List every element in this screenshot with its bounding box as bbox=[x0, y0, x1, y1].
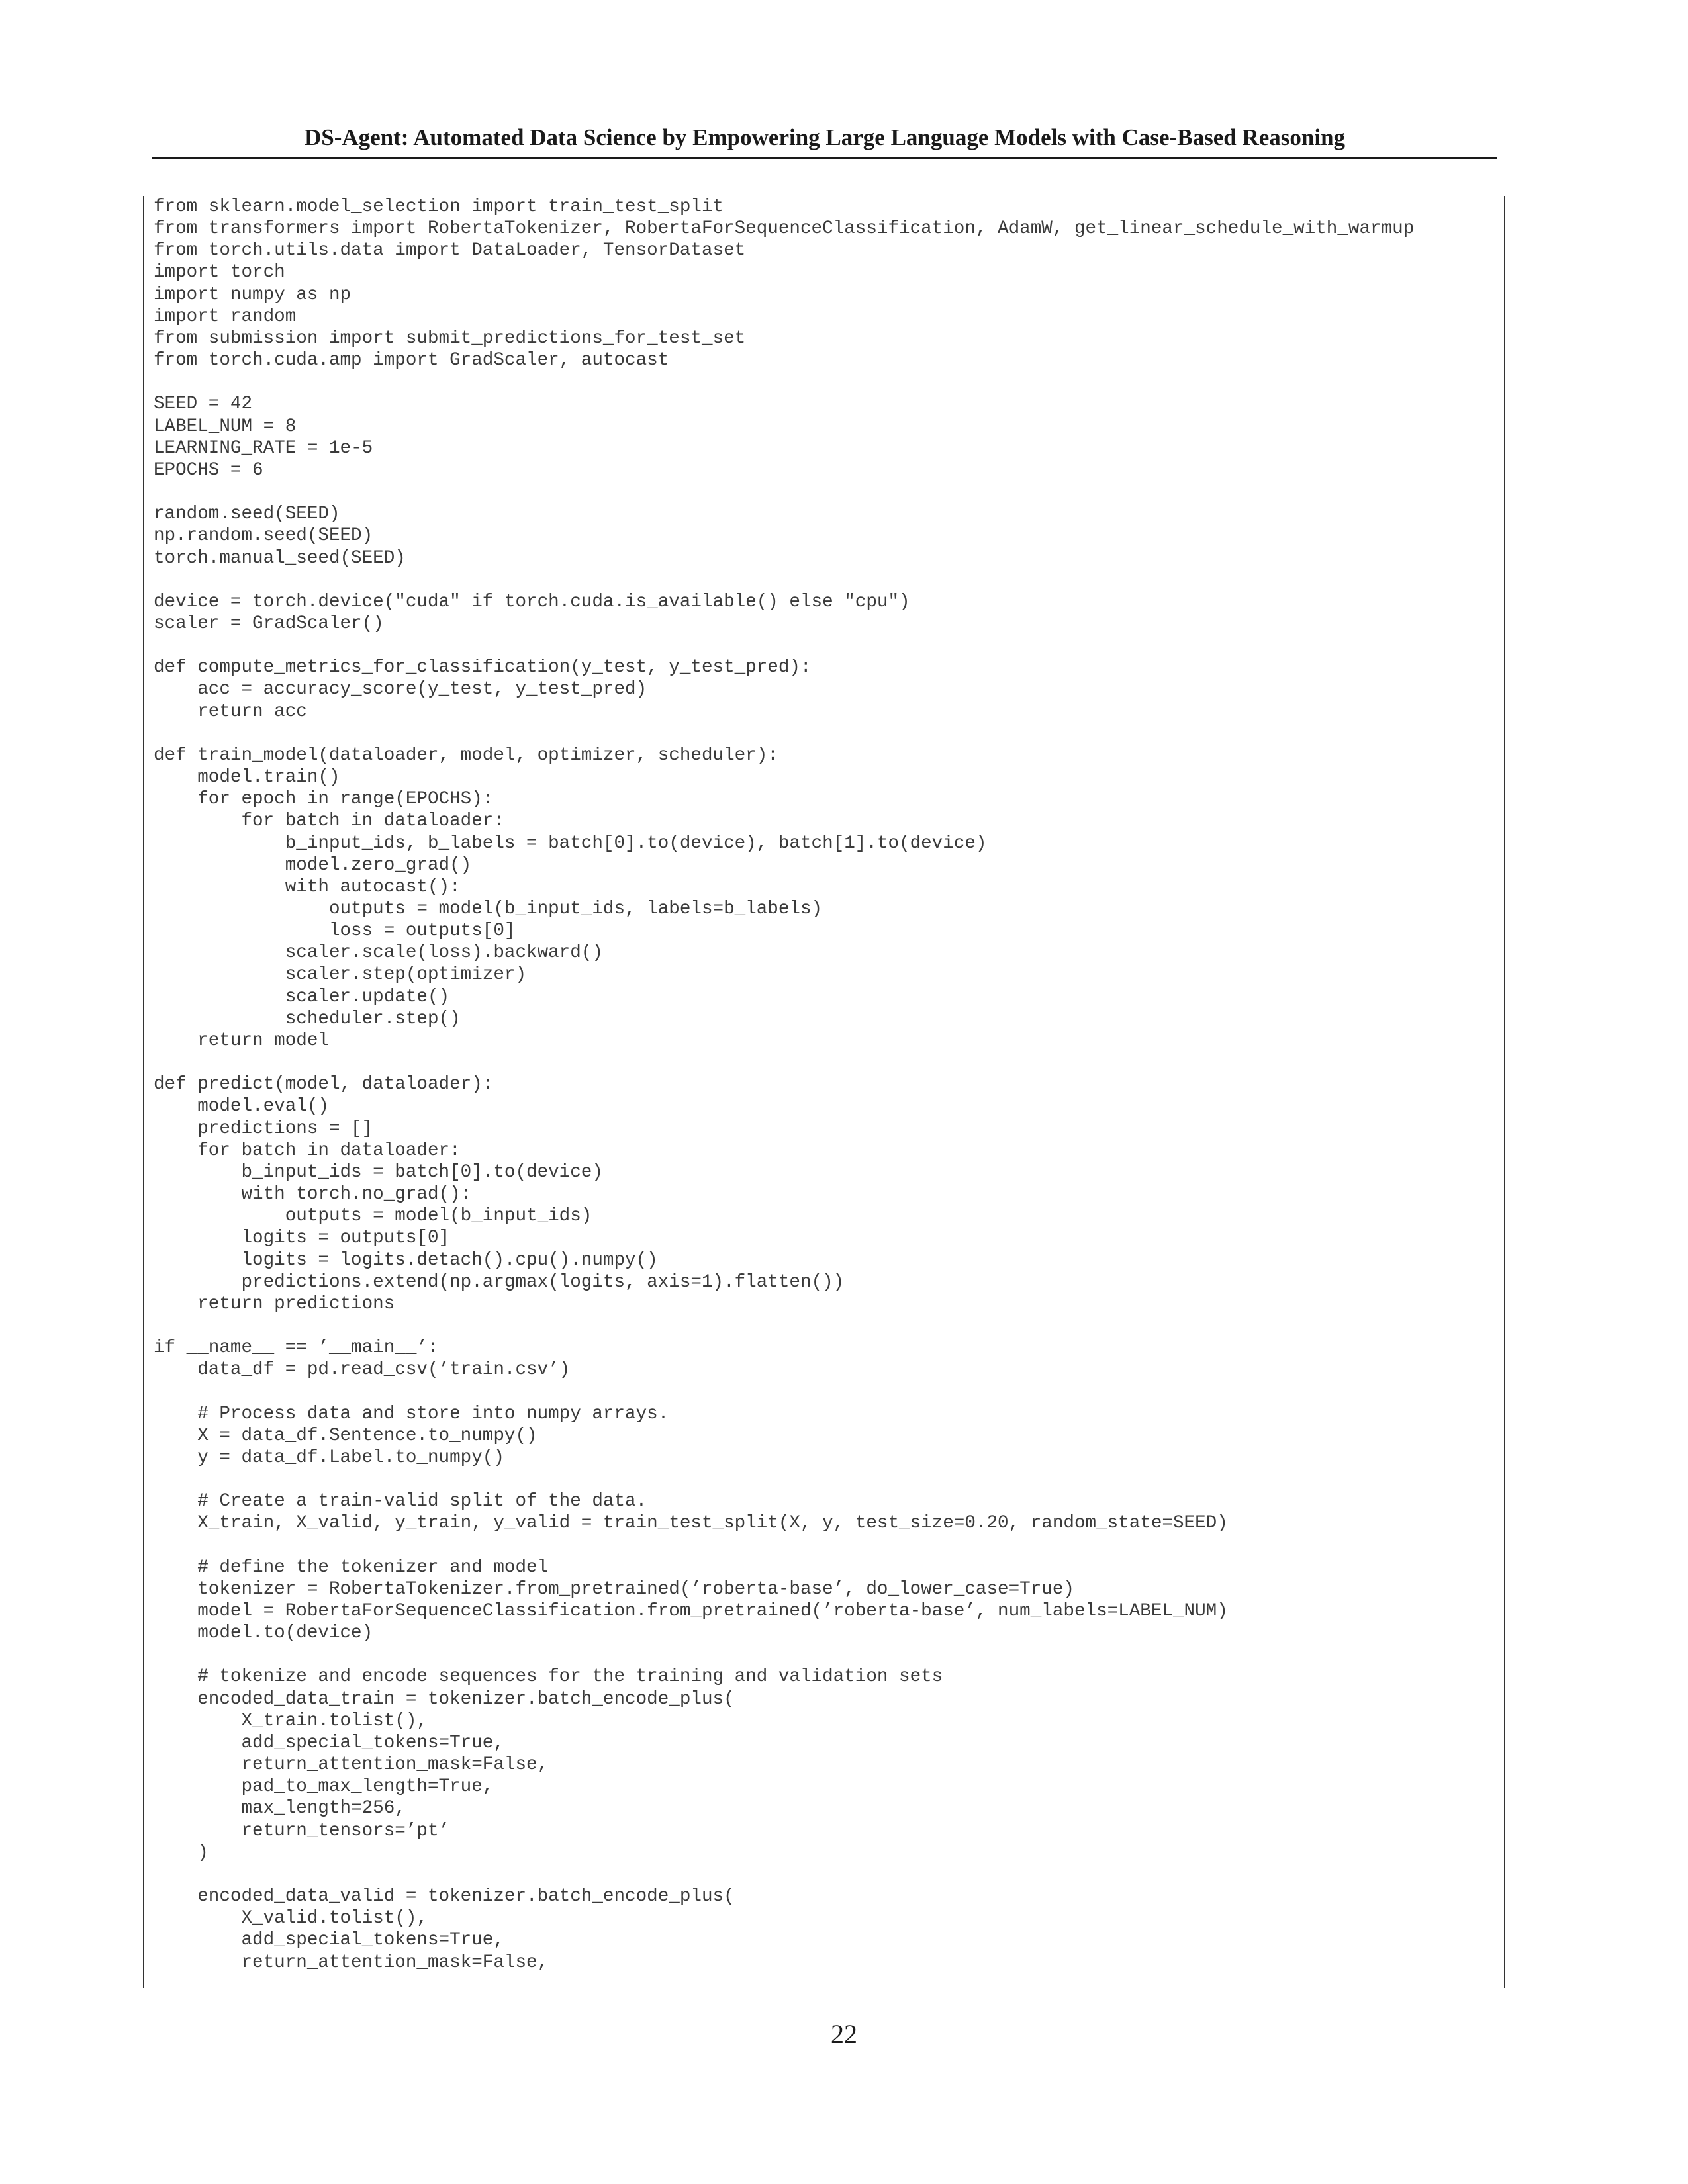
page-number: 22 bbox=[831, 2019, 857, 2049]
code-line: add_special_tokens=True, bbox=[154, 1930, 504, 1951]
code-line: pad_to_max_length=True, bbox=[154, 1776, 494, 1797]
code-line: def train_model(dataloader, model, optimizer, scheduler): bbox=[154, 745, 778, 766]
header-rule bbox=[152, 157, 1497, 159]
code-line bbox=[154, 1381, 1414, 1402]
code-line: # Create a train-valid split of the data. bbox=[154, 1491, 647, 1512]
code-line: from torch.cuda.amp import GradScaler, autocast bbox=[154, 350, 669, 371]
code-line: scaler = GradScaler() bbox=[154, 613, 384, 634]
code-line: for batch in dataloader: bbox=[154, 811, 504, 832]
code-line: max_length=256, bbox=[154, 1798, 406, 1819]
code-line: outputs = model(b_input_ids) bbox=[154, 1206, 592, 1227]
code-line: model = RobertaForSequenceClassification.from_pretrained(’roberta-base’, num_labels=LABEL_NUM) bbox=[154, 1601, 1228, 1621]
code-line: encoded_data_train = tokenizer.batch_encode_plus( bbox=[154, 1688, 735, 1709]
code-line bbox=[154, 569, 1414, 591]
code-line bbox=[154, 1469, 1414, 1490]
code-line: loss = outputs[0] bbox=[154, 921, 516, 942]
code-line: # define the tokenizer and model bbox=[154, 1557, 549, 1578]
code-line: b_input_ids, b_labels = batch[0].to(device), batch[1].to(device) bbox=[154, 833, 987, 854]
code-line: from torch.utils.data import DataLoader, TensorDataset bbox=[154, 240, 746, 261]
code-line bbox=[154, 481, 1414, 503]
code-line: model.train() bbox=[154, 767, 340, 788]
code-line: data_df = pd.read_csv(’train.csv’) bbox=[154, 1359, 571, 1381]
code-line: with autocast(): bbox=[154, 876, 461, 897]
code-line: return acc bbox=[154, 701, 307, 722]
code-line: return_attention_mask=False, bbox=[154, 1952, 549, 1973]
code-line: return_attention_mask=False, bbox=[154, 1754, 549, 1776]
code-line: ) bbox=[154, 1842, 209, 1863]
code-line: import torch bbox=[154, 262, 285, 283]
code-line: from transformers import RobertaTokenizer, RobertaForSequenceClassification, AdamW, get_linear_schedule_with_warmup bbox=[154, 218, 1415, 240]
code-line: LABEL_NUM = 8 bbox=[154, 416, 297, 437]
code-line: model.to(device) bbox=[154, 1623, 373, 1644]
code-line: if __name__ == ’__main__’: bbox=[154, 1338, 439, 1359]
code-line: EPOCHS = 6 bbox=[154, 459, 263, 480]
code-line: tokenizer = RobertaTokenizer.from_pretrained(’roberta-base’, do_lower_case=True) bbox=[154, 1578, 1074, 1600]
code-line: X_train, X_valid, y_train, y_valid = train_test_split(X, y, test_size=0.20, random_state=SEED) bbox=[154, 1513, 1228, 1534]
code-line: return_tensors=’pt’ bbox=[154, 1820, 450, 1841]
code-line: import random bbox=[154, 306, 297, 327]
code-line bbox=[154, 371, 1414, 393]
code-line: predictions.extend(np.argmax(logits, axis=1).flatten()) bbox=[154, 1271, 845, 1293]
code-line: predictions = [] bbox=[154, 1118, 373, 1139]
code-listing-frame bbox=[143, 196, 1505, 1988]
code-listing bbox=[154, 196, 1414, 1974]
code-line: for epoch in range(EPOCHS): bbox=[154, 789, 494, 810]
code-line: X = data_df.Sentence.to_numpy() bbox=[154, 1425, 538, 1446]
code-line: model.zero_grad() bbox=[154, 854, 472, 876]
code-line: SEED = 42 bbox=[154, 394, 253, 415]
code-line: logits = logits.detach().cpu().numpy() bbox=[154, 1250, 658, 1271]
code-line: outputs = model(b_input_ids, labels=b_labels) bbox=[154, 899, 823, 919]
code-line: logits = outputs[0] bbox=[154, 1228, 450, 1249]
code-line: from submission import submit_predictions_for_test_set bbox=[154, 328, 746, 349]
code-line: return model bbox=[154, 1030, 329, 1051]
code-line: def predict(model, dataloader): bbox=[154, 1074, 494, 1095]
code-line: np.random.seed(SEED) bbox=[154, 525, 373, 547]
code-line bbox=[154, 1052, 1414, 1073]
code-line: y = data_df.Label.to_numpy() bbox=[154, 1447, 504, 1468]
code-line: scaler.scale(loss).backward() bbox=[154, 942, 603, 964]
code-line bbox=[154, 1644, 1414, 1666]
code-line: import numpy as np bbox=[154, 284, 352, 305]
code-line: random.seed(SEED) bbox=[154, 504, 340, 525]
code-line: # Process data and store into numpy arrays. bbox=[154, 1403, 669, 1424]
code-line: from sklearn.model_selection import train_test_split bbox=[154, 197, 724, 217]
code-line bbox=[154, 1864, 1414, 1886]
code-line bbox=[154, 723, 1414, 745]
running-header-title: DS-Agent: Automated Data Science by Empowering Large Language Models with Case-Based Reasoning bbox=[304, 124, 1346, 150]
code-line: scaler.step(optimizer) bbox=[154, 964, 527, 985]
code-line: add_special_tokens=True, bbox=[154, 1732, 504, 1753]
code-line: with torch.no_grad(): bbox=[154, 1184, 472, 1205]
code-line: torch.manual_seed(SEED) bbox=[154, 547, 406, 569]
code-line: model.eval() bbox=[154, 1096, 329, 1117]
code-line: def compute_metrics_for_classification(y_test, y_test_pred): bbox=[154, 657, 812, 678]
code-line bbox=[154, 1315, 1414, 1337]
code-line: scaler.update() bbox=[154, 986, 450, 1007]
code-line: b_input_ids = batch[0].to(device) bbox=[154, 1161, 603, 1183]
code-line: acc = accuracy_score(y_test, y_test_pred) bbox=[154, 679, 647, 700]
code-line: scheduler.step() bbox=[154, 1008, 461, 1029]
code-line: for batch in dataloader: bbox=[154, 1140, 461, 1161]
code-line: device = torch.device("cuda" if torch.cuda.is_available() else "cpu") bbox=[154, 591, 910, 612]
code-line: X_valid.tolist(), bbox=[154, 1908, 428, 1929]
code-line: encoded_data_valid = tokenizer.batch_encode_plus( bbox=[154, 1886, 735, 1907]
code-line bbox=[154, 635, 1414, 657]
code-line: # tokenize and encode sequences for the training and validation sets bbox=[154, 1666, 943, 1688]
code-line bbox=[154, 1535, 1414, 1557]
code-line: return predictions bbox=[154, 1293, 395, 1314]
code-line: LEARNING_RATE = 1e-5 bbox=[154, 437, 373, 459]
code-line: X_train.tolist(), bbox=[154, 1710, 428, 1731]
